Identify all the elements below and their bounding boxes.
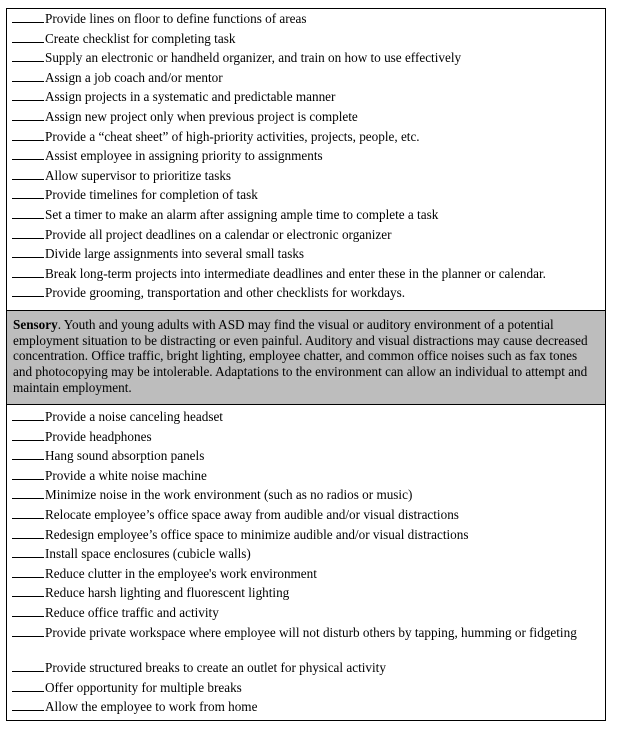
checkbox-blank[interactable] <box>12 148 44 160</box>
checklist-item: Install space enclosures (cubicle walls) <box>12 546 601 562</box>
checkbox-blank[interactable] <box>12 168 44 180</box>
checkbox-blank[interactable] <box>12 70 44 82</box>
checklist-item: Assign projects in a systematic and predictable manner <box>12 89 601 105</box>
checkbox-blank[interactable] <box>12 448 44 460</box>
checkbox-blank[interactable] <box>12 507 44 519</box>
checkbox-blank[interactable] <box>12 50 44 62</box>
checkbox-blank[interactable] <box>12 699 44 711</box>
checklist-item: Provide structured breaks to create an outlet for physical activity <box>12 660 601 676</box>
checkbox-blank[interactable] <box>12 187 44 199</box>
checkbox-blank[interactable] <box>12 207 44 219</box>
checklist-item: Divide large assignments into several small tasks <box>12 246 601 262</box>
checkbox-blank[interactable] <box>12 285 44 297</box>
checkbox-blank[interactable] <box>12 409 44 421</box>
workplace-checklist-section <box>7 9 605 310</box>
checklist-item: Provide headphones <box>12 429 601 445</box>
checkbox-blank[interactable] <box>12 246 44 258</box>
checkbox-blank[interactable] <box>12 31 44 43</box>
sensory-text: . Youth and young adults with ASD may find the visual or auditory environment of a potential employment situation to be distracting or even painful. Auditory and visual distractions may cause decreased concentration. Office traffic, bright lighting, employee chatter, and common office noises such as fax tones and photocopying may be intolerable. Adaptations to the environment can allow an individual to attempt and maintain employment. <box>13 317 588 395</box>
checklist-item: Allow the employee to work from home <box>12 699 601 715</box>
checklist-item: Break long-term projects into intermediate deadlines and enter these in the planner or calendar. <box>12 266 601 282</box>
checkbox-blank[interactable] <box>12 266 44 278</box>
checklist-item: Hang sound absorption panels <box>12 448 601 464</box>
checkbox-blank[interactable] <box>12 109 44 121</box>
checklist-item: Allow supervisor to prioritize tasks <box>12 168 601 184</box>
checklist-item: Set a timer to make an alarm after assigning ample time to complete a task <box>12 207 601 223</box>
checklist-item: Provide a white noise machine <box>12 468 601 484</box>
checklist-item: Provide a noise canceling headset <box>12 409 601 425</box>
checkbox-blank[interactable] <box>12 566 44 578</box>
checkbox-blank[interactable] <box>12 527 44 539</box>
checkbox-blank[interactable] <box>12 585 44 597</box>
checklist-item: Assign a job coach and/or mentor <box>12 70 601 86</box>
checklist-item: Relocate employee’s office space away from audible and/or visual distractions <box>12 507 601 523</box>
checkbox-blank[interactable] <box>12 468 44 480</box>
checkbox-blank[interactable] <box>12 11 44 23</box>
checkbox-blank[interactable] <box>12 227 44 239</box>
checkbox-blank[interactable] <box>12 625 44 637</box>
checkbox-blank[interactable] <box>12 605 44 617</box>
checkbox-blank[interactable] <box>12 429 44 441</box>
checklist-item: Provide lines on floor to define functions of areas <box>12 11 601 27</box>
checkbox-blank[interactable] <box>12 680 44 692</box>
checklist-item: Provide grooming, transportation and other checklists for workdays. <box>12 285 601 301</box>
sensory-checklist-section <box>7 405 605 722</box>
checklist-item: Assist employee in assigning priority to assignments <box>12 148 601 164</box>
checklist-item: Provide a “cheat sheet” of high-priority activities, projects, people, etc. <box>12 129 601 145</box>
sensory-heading: Sensory <box>13 317 58 332</box>
checklist-item: Provide all project deadlines on a calendar or electronic organizer <box>12 227 601 243</box>
checkbox-blank[interactable] <box>12 487 44 499</box>
checklist-item: Create checklist for completing task <box>12 31 601 47</box>
checklist-item: Redesign employee’s office space to minimize audible and/or visual distractions <box>12 527 601 543</box>
checkbox-blank[interactable] <box>12 89 44 101</box>
checkbox-blank[interactable] <box>12 546 44 558</box>
checklist-item: Provide private workspace where employee will not disturb others by tapping, humming or fidgeting <box>12 625 601 641</box>
checklist-item: Reduce office traffic and activity <box>12 605 601 621</box>
checklist-item: Supply an electronic or handheld organizer, and train on how to use effectively <box>12 50 601 66</box>
checklist-item: Reduce harsh lighting and fluorescent lighting <box>12 585 601 601</box>
sensory-description <box>7 310 605 405</box>
checklist-item: Minimize noise in the work environment (such as no radios or music) <box>12 487 601 503</box>
checklist-item: Provide timelines for completion of task <box>12 187 601 203</box>
checklist-table <box>6 8 606 721</box>
checklist-item: Assign new project only when previous project is complete <box>12 109 601 125</box>
checklist-item: Offer opportunity for multiple breaks <box>12 680 601 696</box>
checkbox-blank[interactable] <box>12 129 44 141</box>
checklist-item: Reduce clutter in the employee's work environment <box>12 566 601 582</box>
checkbox-blank[interactable] <box>12 660 44 672</box>
